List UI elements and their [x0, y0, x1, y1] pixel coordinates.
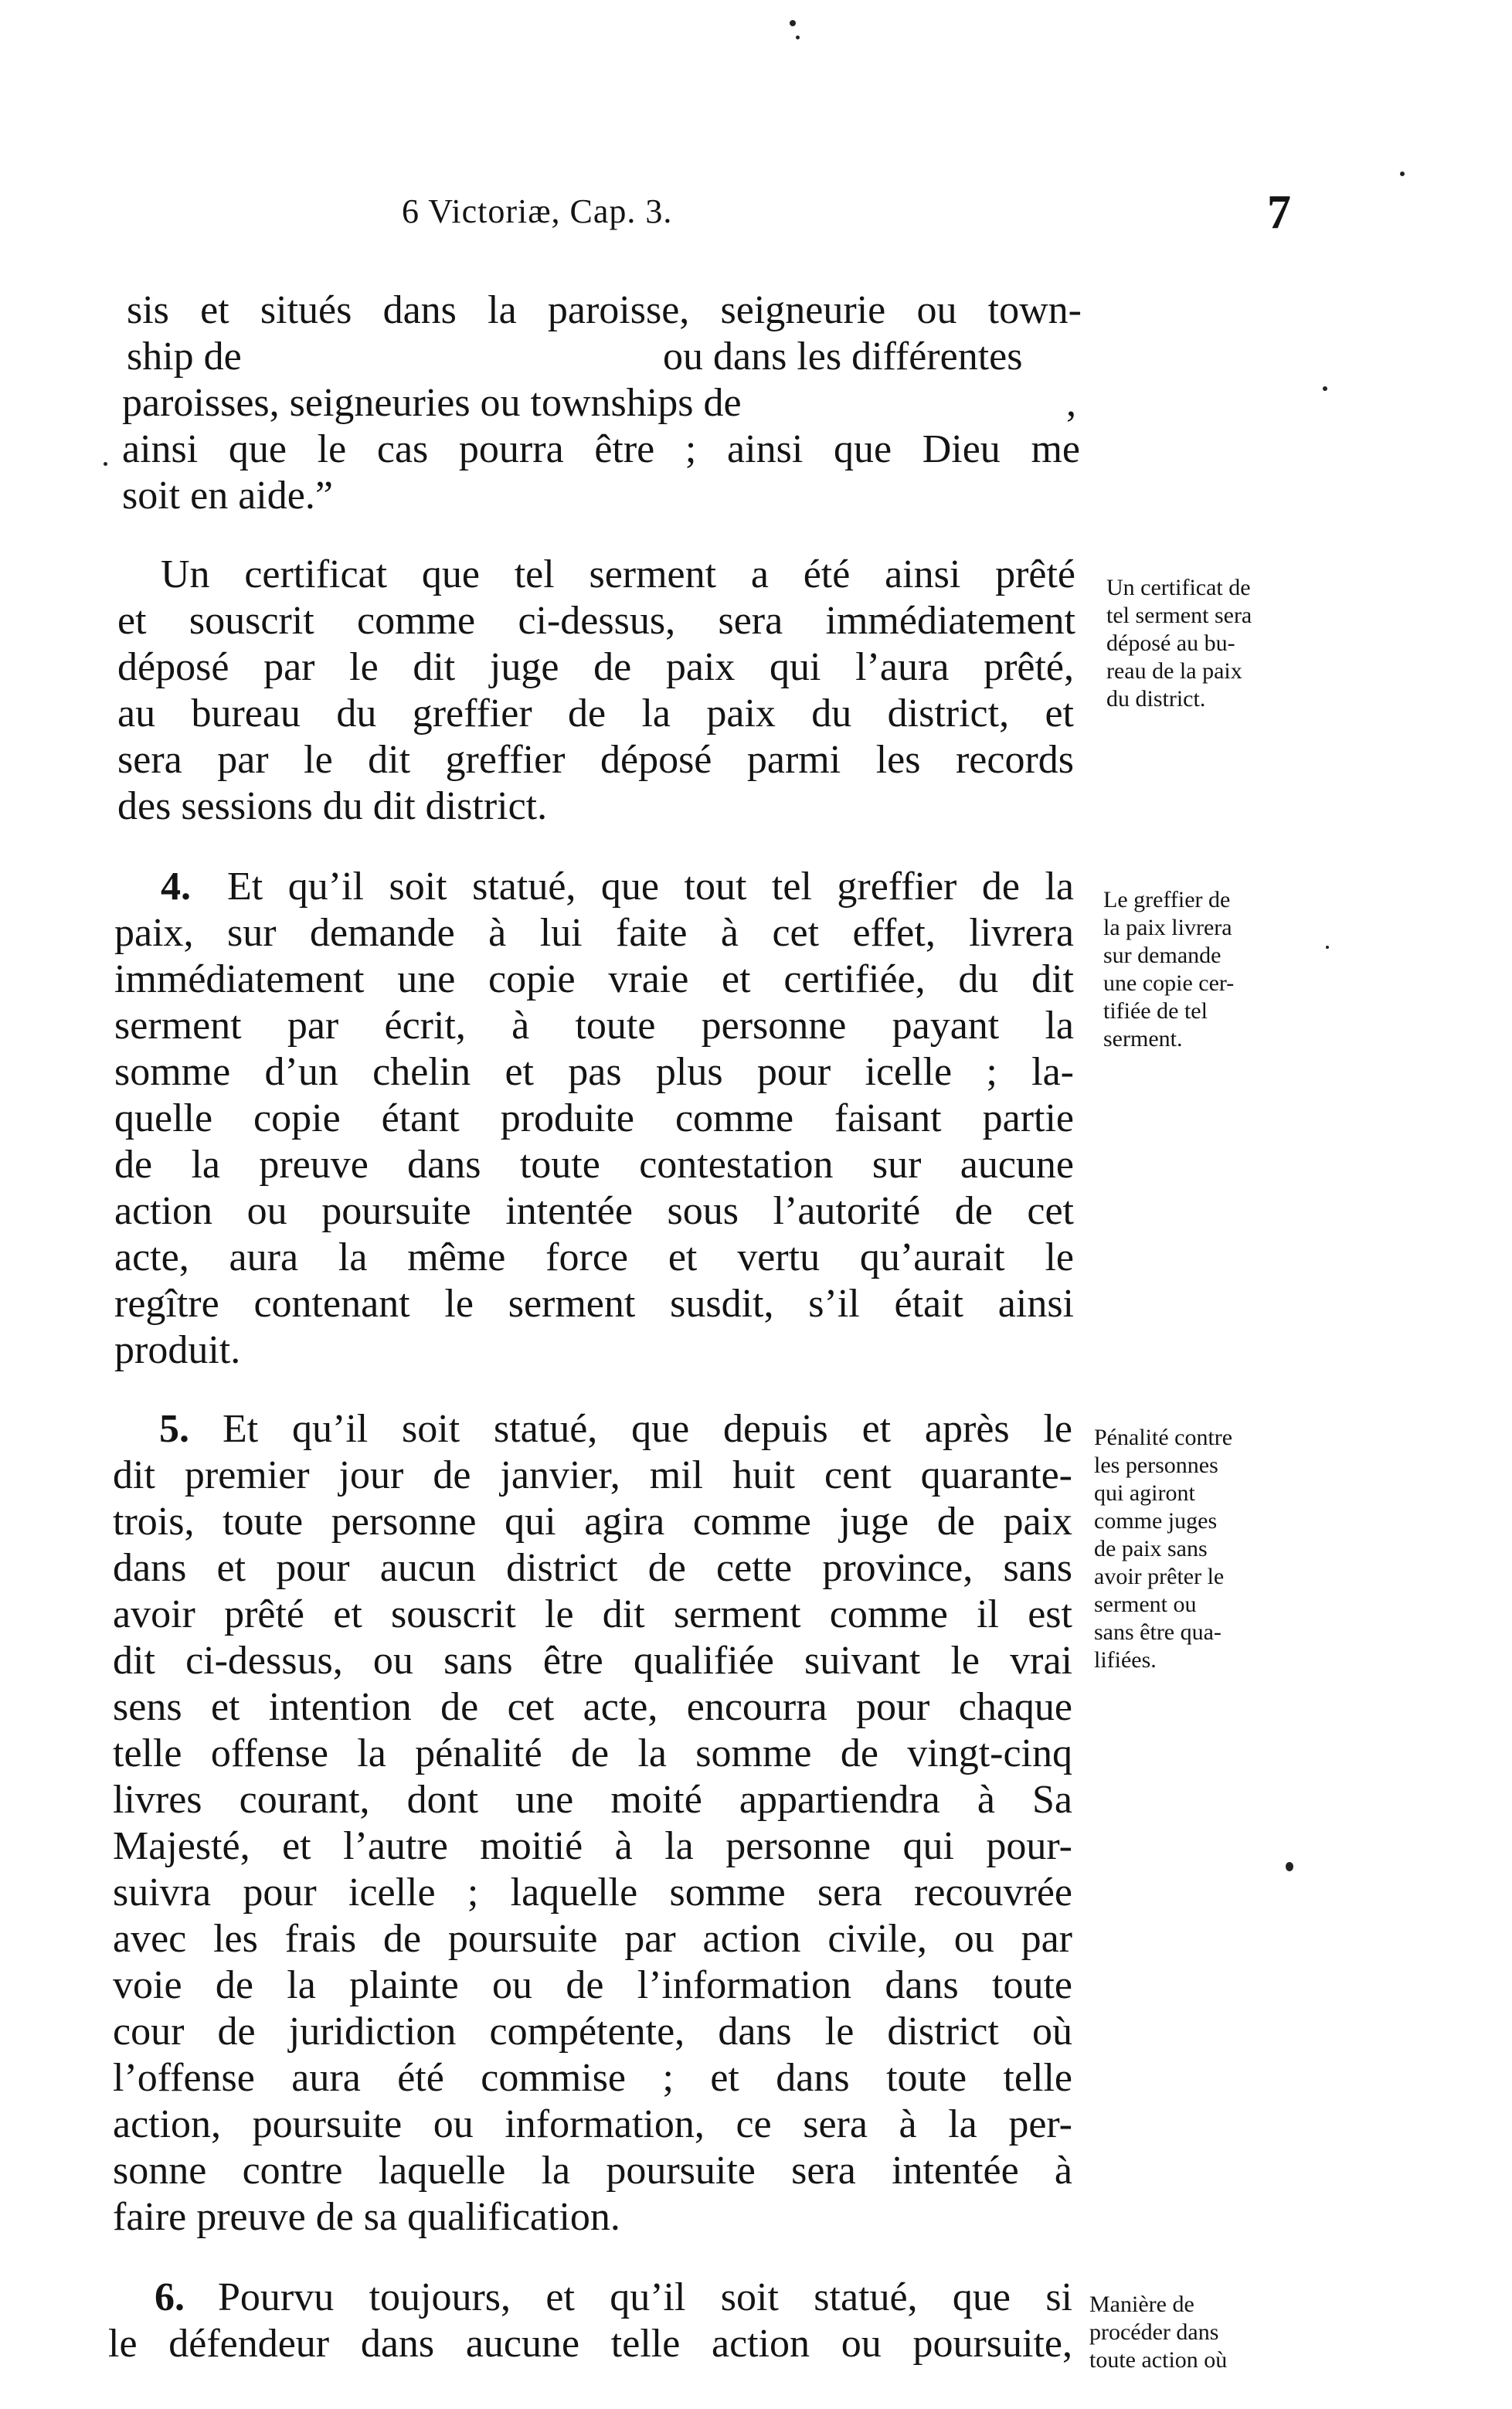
body-line: des sessions du dit district. [117, 784, 548, 828]
body-line: suivra pour icelle ; laquelle somme sera recouvrée [113, 1870, 1072, 1915]
body-line: Un certificat que tel serment a été ainsi prêté [161, 552, 1075, 596]
body-line: soit en aide.” [122, 474, 333, 518]
body-line: le défendeur dans aucune telle action ou poursuite, [108, 2322, 1072, 2366]
body-line: telle offense la pénalité de la somme de vingt-cinq [113, 1731, 1072, 1775]
body-line: dit premier jour de janvier, mil huit cent quarante- [113, 1453, 1072, 1497]
body-line: l’offense aura été commise ; et dans toute telle [113, 2056, 1072, 2100]
body-line: sera par le dit greffier déposé parmi les records [117, 738, 1074, 782]
body-line: Et qu’il soit statué, que tout tel greffier de la [227, 865, 1074, 909]
body-line: avoir prêté et souscrit le dit serment comme il est [113, 1592, 1072, 1636]
body-line: livres courant, dont une moité appartiendra à Sa [113, 1778, 1072, 1822]
section-number: 6. [155, 2275, 185, 2319]
scan-speck [796, 36, 800, 39]
body-line: au bureau du greffier de la paix du district, et [117, 691, 1074, 736]
body-line: avec les frais de poursuite par action civile, ou par [113, 1917, 1072, 1961]
body-line: ship de [127, 335, 242, 379]
body-line: sonne contre laquelle la poursuite sera intentée à [113, 2149, 1072, 2193]
body-line: Pourvu toujours, et qu’il soit statué, que si [218, 2275, 1072, 2319]
section-number: 5. [159, 1407, 189, 1451]
body-line: déposé par le dit juge de paix qui l’aura prêté, [117, 645, 1074, 689]
body-line: dans et pour aucun district de cette province, sans [113, 1546, 1072, 1590]
body-line: voie de la plainte ou de l’information dans toute [113, 1963, 1072, 2007]
body-line: somme d’un chelin et pas plus pour icelle ; la- [114, 1050, 1074, 1094]
page-number: 7 [1267, 186, 1291, 239]
body-line: et souscrit comme ci-dessus, sera immédiatement [117, 599, 1075, 643]
body-line: trois, toute personne qui agira comme juge de paix [113, 1500, 1072, 1544]
body-line: serment par écrit, à toute personne payant la [114, 1004, 1074, 1048]
scan-speck [1326, 946, 1329, 949]
body-line: ainsi que le cas pourra être ; ainsi que Dieu me [122, 427, 1080, 471]
body-line: cour de juridiction compétente, dans le district où [113, 2010, 1072, 2054]
body-line: Et qu’il soit statué, que depuis et après le [223, 1407, 1072, 1451]
body-line: sis et situés dans la paroisse, seigneurie ou town- [127, 288, 1082, 332]
body-line: quelle copie étant produite comme faisant partie [114, 1096, 1074, 1140]
section-number: 4. [161, 865, 191, 909]
body-line: faire preuve de sa qualification. [113, 2195, 620, 2239]
scan-speck [1400, 172, 1405, 176]
body-line: immédiatement une copie vraie et certifiée, du dit [114, 957, 1074, 1001]
scan-speck [1323, 386, 1327, 391]
body-line: regître contenant le serment susdit, s’il était ainsi [114, 1282, 1074, 1326]
body-line: sens et intention de cet acte, encourra pour chaque [113, 1685, 1072, 1729]
body-line: de la preuve dans toute contestation sur aucune [114, 1143, 1074, 1187]
body-line: action, poursuite ou information, ce sera à la per- [113, 2102, 1072, 2146]
body-line: , [1066, 381, 1076, 425]
body-line: ou dans les différentes [663, 335, 1023, 379]
body-line: action ou poursuite intentée sous l’autorité de cet [114, 1189, 1074, 1233]
body-line: paroisses, seigneuries ou townships de [122, 381, 742, 425]
body-line: produit. [114, 1328, 241, 1372]
body-line: paix, sur demande à lui faite à cet effet, livrera [114, 911, 1074, 955]
scan-speck [104, 462, 107, 466]
scan-speck [1286, 1862, 1293, 1871]
body-line: dit ci-dessus, ou sans être qualifiée suivant le vrai [113, 1639, 1072, 1683]
body-line: acte, aura la même force et vertu qu’aurait le [114, 1235, 1074, 1279]
running-header: 6 Victoriæ, Cap. 3. [402, 192, 673, 230]
scan-speck [790, 20, 796, 26]
body-line: Majesté, et l’autre moitié à la personne qui pour- [113, 1824, 1072, 1868]
